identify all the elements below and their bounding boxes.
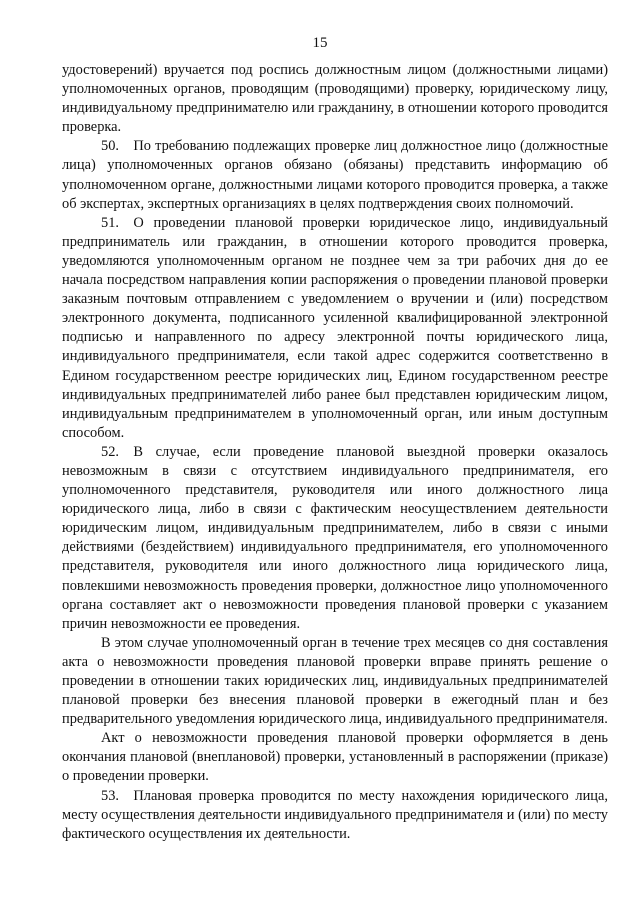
paragraph-item-52: 52. В случае, если проведение плановой выездной проверки оказалось невозможным в связи с отсутствием индивидуального предпринимателя, его уполномоченного представителя, руководителя или иного должностного лица юридического лица, либо в связи с фактическим неосуществлением деятельности юридическим лицом, индивидуальным предпринимателем, либо в связи с иными действиями (бездействием) индивидуального предпринимателя, его уполномоченного представителя, руководителя или иного должностного лица юридического лица, повлекшими невозможность проведения проверки, должностное лицо уполномоченного органа составляет акт о невозможности проведения плановой проверки с указанием причин невозможности ее проведения. [62,443,608,632]
page-number: 15 [312,35,328,51]
paragraph-item-50: 50. По требованию подлежащих проверке лиц должностное лицо (должностные лица) уполномоченных органов обязано (обязаны) представить информацию об уполномоченном органе, должностными лицами которого проводится проверка, а также об экспертах, экспертных организациях в целях подтверждения своих полномочий. [62,138,608,212]
document-body [62,61,608,844]
paragraph-item-52-act: Акт о невозможности проведения плановой проверки оформляется в день окончания плановой (внеплановой) проверки, установленный в распоряжении (приказе) о проведении проверки. [62,730,608,785]
paragraph-continuation: удостоверений) вручается под роспись должностным лицом (должностными лицами) уполномоченных органов, проводящим (проводящими) проверку, юридическому лицу, индивидуальному предпринимателю или гражданину, в отношении которого проводится проверка. [62,62,608,136]
paragraph-item-53: 53. Плановая проверка проводится по месту нахождения юридического лица, месту осуществления деятельности индивидуального предпринимателя и (или) по месту фактического осуществления их деятельности. [62,787,608,842]
paragraph-item-51: 51. О проведении плановой проверки юридическое лицо, индивидуальный предприниматель или гражданин, в отношении которого проводится проверка, уведомляются уполномоченным органом не позднее чем за три рабочих дня до ее начала посредством направления копии распоряжения о проведении плановой проверки заказным почтовым отправлением с уведомлением о вручении и (или) посредством электронного документа, подписанного усиленной квалифицированной электронной подписью и направленного по адресу электронной почты юридического лица, индивидуального предпринимателя, если такой адрес содержится соответственно в Едином государственном реестре юридических лиц, Едином государственном реестре индивидуальных предпринимателей либо ранее был представлен юридическим лицом, индивидуальным предпринимателем в уполномоченный орган, или иным доступным способом. [62,214,608,441]
paragraph-item-52-continuation: В этом случае уполномоченный орган в течение трех месяцев со дня составления акта о невозможности проведения плановой проверки вправе принять решение о проведении в отношении таких юридических лиц, индивидуальных предпринимателей плановой проверки без внесения плановой проверки в ежегодный план и без предварительного уведомления юридического лица, индивидуального предпринимателя. [62,634,608,728]
